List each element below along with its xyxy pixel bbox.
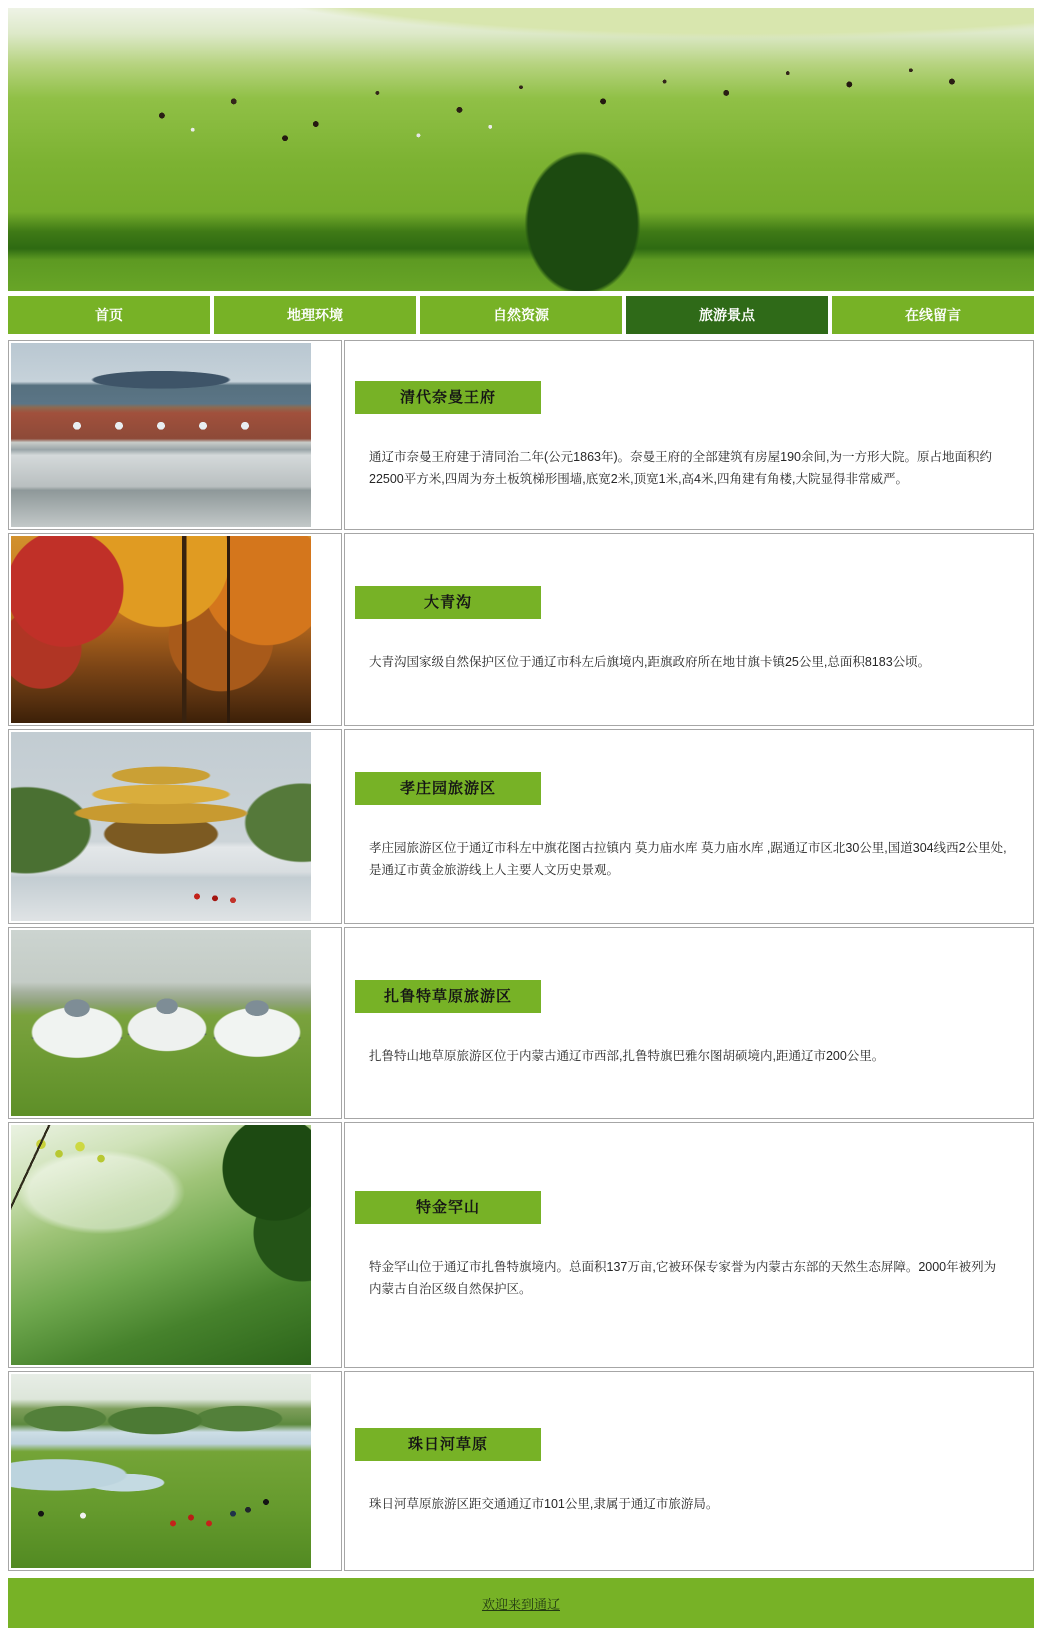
spot-description: 扎鲁特山地草原旅游区位于内蒙古通辽市西部,扎鲁特旗巴雅尔图胡硕境内,距通辽市200公里。 <box>369 1048 885 1063</box>
spot-row-tejin-han-mountain <box>8 1122 1034 1368</box>
spot-description: 特金罕山位于通辽市扎鲁特旗境内。总面积137万亩,它被环保专家誉为内蒙古东部的天然生态屏障。2000年被列为内蒙古自治区级自然保护区。 <box>369 1259 997 1296</box>
spot-description: 珠日河草原旅游区距交通通辽市101公里,隶属于通辽市旅游局。 <box>369 1496 719 1511</box>
spot-photo-cell <box>8 729 342 924</box>
footer-welcome-link[interactable]: 欢迎来到通辽 <box>481 1596 560 1612</box>
spot-photo-cell <box>8 533 342 726</box>
wetland-grassland-photo <box>11 1374 311 1568</box>
spot-text-cell <box>344 927 1034 1119</box>
spot-text-cell <box>344 1371 1034 1571</box>
footer <box>8 1578 1034 1628</box>
spot-photo-cell <box>8 340 342 530</box>
spot-description: 大青沟国家级自然保护区位于通辽市科左后旗境内,距旗政府所在地甘旗卡镇25公里,总面积8183公顷。 <box>369 655 931 669</box>
spot-description: 孝庄园旅游区位于通辽市科左中旗花图古拉镇内 莫力庙水库 莫力庙水库 ,踞通辽市区北30公里,国道304线西2公里处,是通辽市黄金旅游线上人主要人文历史景观。 <box>369 841 1007 877</box>
green-mountains-photo <box>11 1125 311 1365</box>
spot-row-zhurihe-grassland <box>8 1371 1034 1571</box>
spot-title-button[interactable]: 珠日河草原 <box>355 1428 541 1461</box>
nav-item-home[interactable]: 首页 <box>8 296 210 334</box>
xiaozhuang-temple-photo <box>11 732 311 921</box>
spot-row-jarud-grassland <box>8 927 1034 1119</box>
spot-title-button[interactable]: 孝庄园旅游区 <box>355 772 541 805</box>
autumn-forest-photo <box>11 536 311 723</box>
spot-photo-cell <box>8 927 342 1119</box>
spot-title-button[interactable]: 大青沟 <box>355 586 541 619</box>
spot-row-xiaozhuang-garden <box>8 729 1034 924</box>
nav-item-message-board[interactable]: 在线留言 <box>832 296 1034 334</box>
spot-text-cell <box>344 340 1034 530</box>
naiman-palace-photo <box>11 343 311 527</box>
main-nav <box>8 296 1034 334</box>
nav-item-natural-resources[interactable]: 自然资源 <box>420 296 622 334</box>
spot-text-cell <box>344 729 1034 924</box>
spot-title-button[interactable]: 扎鲁特草原旅游区 <box>355 980 541 1013</box>
nav-item-scenic-spots[interactable]: 旅游景点 <box>626 296 828 334</box>
spot-photo-cell <box>8 1371 342 1571</box>
banner-grassland-photo <box>8 8 1034 291</box>
scenic-spot-list <box>8 340 1034 1571</box>
spot-description: 通辽市奈曼王府建于清同治二年(公元1863年)。奈曼王府的全部建筑有房屋190余间,为一方形大院。原占地面积约22500平方米,四周为夯土板筑梯形围墙,底宽2米,顶宽1米,高4米,四角建有角楼,大院显得非常威严。 <box>369 449 992 486</box>
spot-row-naiman-palace <box>8 340 1034 530</box>
spot-text-cell <box>344 1122 1034 1368</box>
spot-title-button[interactable]: 清代奈曼王府 <box>355 381 541 414</box>
yurt-grassland-photo <box>11 930 311 1116</box>
page <box>8 8 1034 1628</box>
spot-row-daqinggou <box>8 533 1034 726</box>
spot-photo-cell <box>8 1122 342 1368</box>
spot-title-button[interactable]: 特金罕山 <box>355 1191 541 1224</box>
spot-text-cell <box>344 533 1034 726</box>
nav-item-geography[interactable]: 地理环境 <box>214 296 416 334</box>
